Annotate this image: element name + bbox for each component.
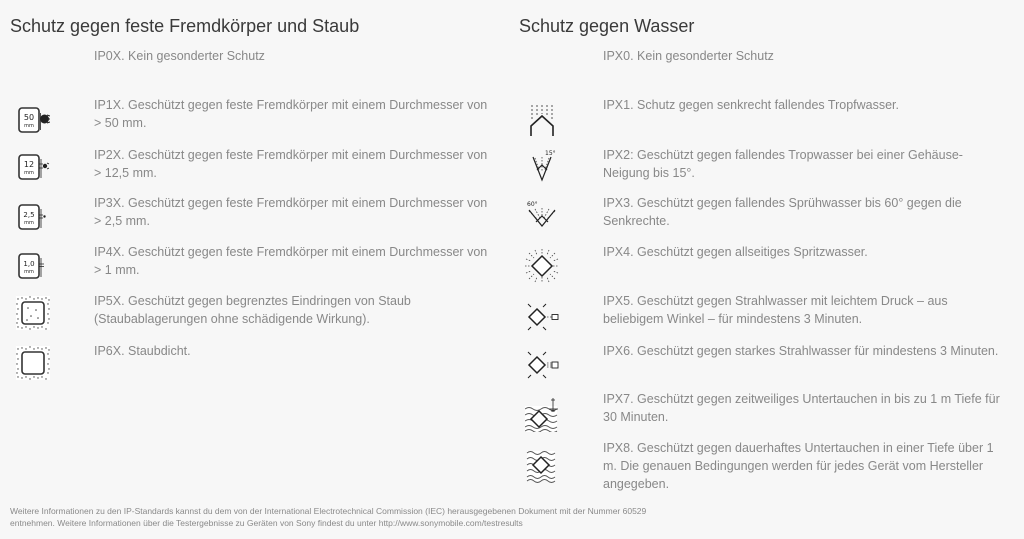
icon-label-2-5: 2,5: [23, 211, 35, 219]
solid-50mm-icon: [16, 104, 50, 138]
ipx2-text: IPX2: Geschützt gegen fallendes Tropwasser bei einer Gehäuse-Neigung bis 15°.: [603, 148, 963, 180]
ip4x-text: IP4X. Geschützt gegen feste Fremdkörper mit einem Durchmesser von > 1 mm.: [94, 245, 488, 277]
icon-label-12: 12: [23, 160, 35, 169]
icon-unit-mm: mm: [24, 269, 34, 275]
icon-label-1-0: 1,0: [23, 260, 35, 268]
water-jet-icon: [525, 300, 559, 334]
dust-tight-icon: [16, 346, 50, 380]
icon-unit-mm: mm: [24, 123, 34, 129]
ipx1-text: IPX1. Schutz gegen senkrecht fallendes Tropfwasser.: [603, 98, 900, 112]
immersion-1m-icon: [525, 398, 559, 432]
icon-label-50: 50: [23, 113, 35, 122]
dripping-water-icon: [525, 104, 559, 138]
ip5x-text: IP5X. Geschützt gegen begrenztes Eindringen von Staub (Staubablagerungen ohne schädigende Wirkung).: [94, 294, 411, 326]
ip0x-text: IP0X. Kein gesonderter Schutz: [94, 49, 265, 63]
ipx3-text: IPX3. Geschützt gegen fallendes Sprühwasser bis 60° gegen die Senkrechte.: [603, 196, 962, 228]
solid-2-5mm-icon: [16, 200, 50, 234]
ipx6-text: IPX6. Geschützt gegen starkes Strahlwasser für mindestens 3 Minuten.: [603, 344, 999, 358]
icon-unit-mm: mm: [24, 220, 34, 226]
ipx8-text: IPX8. Geschützt gegen dauerhaftes Untertauchen in einer Tiefe über 1 m. Die genauen Bedingungen werden für jedes Gerät vom Hersteller angegeben.: [603, 441, 994, 491]
dust-protected-icon: [16, 296, 50, 330]
powerful-jet-icon: [525, 348, 559, 382]
ipx4-text: IPX4. Geschützt gegen allseitiges Spritzwasser.: [603, 245, 868, 259]
splash-icon: [525, 249, 559, 283]
solid-12mm-icon: [16, 150, 50, 184]
ipx7-text: IPX7. Geschützt gegen zeitweiliges Untertauchen in bis zu 1 m Tiefe für 30 Minuten.: [603, 392, 1000, 424]
footer-note: Weitere Informationen zu den IP-Standards kannst du dem von der International Electrotechnical Commission (IEC) herausgegebenen Dokument mit der Nummer 60529 entnehmen. Weitere Informationen über die Testergebnisse zu Geräten von Sony findest du unter http://www.sonymobile.com/testresults: [10, 506, 647, 528]
ip2x-text: IP2X. Geschützt gegen feste Fremdkörper mit einem Durchmesser von > 12,5 mm.: [94, 148, 488, 180]
ip1x-text: IP1X. Geschützt gegen feste Fremdkörper mit einem Durchmesser von > 50 mm.: [94, 98, 488, 130]
water-protection-heading: Schutz gegen Wasser: [519, 16, 695, 36]
ipx5-text: IPX5. Geschützt gegen Strahlwasser mit leichtem Druck – aus beliebigem Winkel – für mindestens 3 Minuten.: [603, 294, 948, 326]
ipx0-text: IPX0. Kein gesonderter Schutz: [603, 49, 774, 63]
icon-unit-mm: mm: [24, 170, 34, 176]
ip3x-text: IP3X. Geschützt gegen feste Fremdkörper mit einem Durchmesser von > 2,5 mm.: [94, 196, 488, 228]
icon-angle-60: 60°: [527, 201, 538, 208]
ip6x-text: IP6X. Staubdicht.: [94, 344, 191, 358]
submersion-icon: [525, 449, 559, 483]
icon-angle-15: 15°: [545, 150, 556, 157]
solid-protection-heading: Schutz gegen feste Fremdkörper und Staub: [10, 16, 360, 36]
spray-60deg-icon: [525, 198, 559, 232]
solid-1mm-icon: [16, 249, 50, 283]
drip-15deg-icon: [525, 148, 559, 182]
